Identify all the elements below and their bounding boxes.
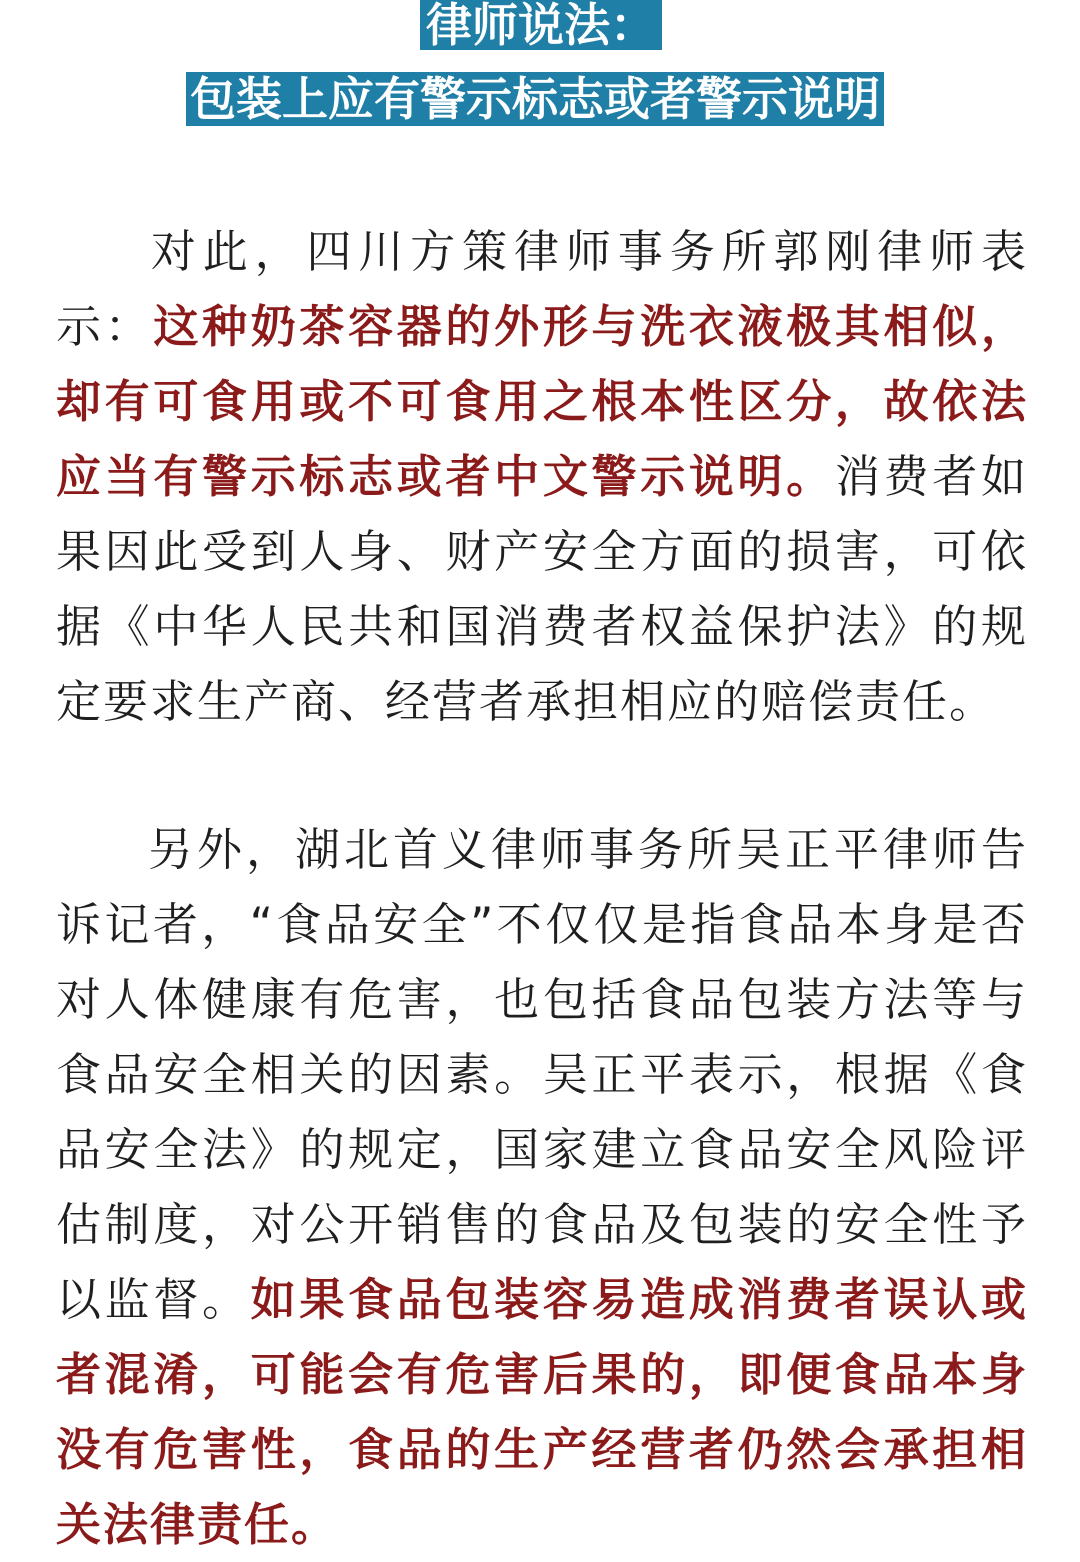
paragraph-lawyer-wu	[56, 812, 1028, 1562]
paragraph-text: 消费者如果因此受到人身、财产安全方面的损害，可依据《中华人民共和国消费者权益保护法》的规定要求生产商、经营者承担相应的赔偿责任。	[56, 450, 1028, 728]
highlighted-text: 这种奶茶容器的外形与洗衣液极其相似，却有可食用或不可食用之根本性区分，故依法应当有警示标志或者中文警示说明。	[56, 300, 1028, 503]
header-title: 律师说法：	[420, 0, 662, 50]
paragraph-text: 对此，四川方策律师事务所郭刚律师表示：	[56, 225, 1028, 353]
highlighted-text: 如果食品包装容易造成消费者误认或者混淆，可能会有危害后果的，即便食品本身没有危害性，食品的生产经营者仍然会承担相关法律责任。	[56, 1273, 1028, 1551]
paragraph-lawyer-guo	[56, 214, 1028, 739]
paragraph-text: 另外，湖北首义律师事务所吴正平律师告诉记者，“食品安全”不仅仅是指食品本身是否对人体健康有危害，也包括食品包装方法等与食品安全相关的因素。吴正平表示，根据《食品安全法》的规定，国家建立食品安全风险评估制度，对公开销售的食品及包装的安全性予以监督。	[56, 823, 1028, 1326]
header-subtitle: 包装上应有警示标志或者警示说明	[186, 72, 884, 126]
